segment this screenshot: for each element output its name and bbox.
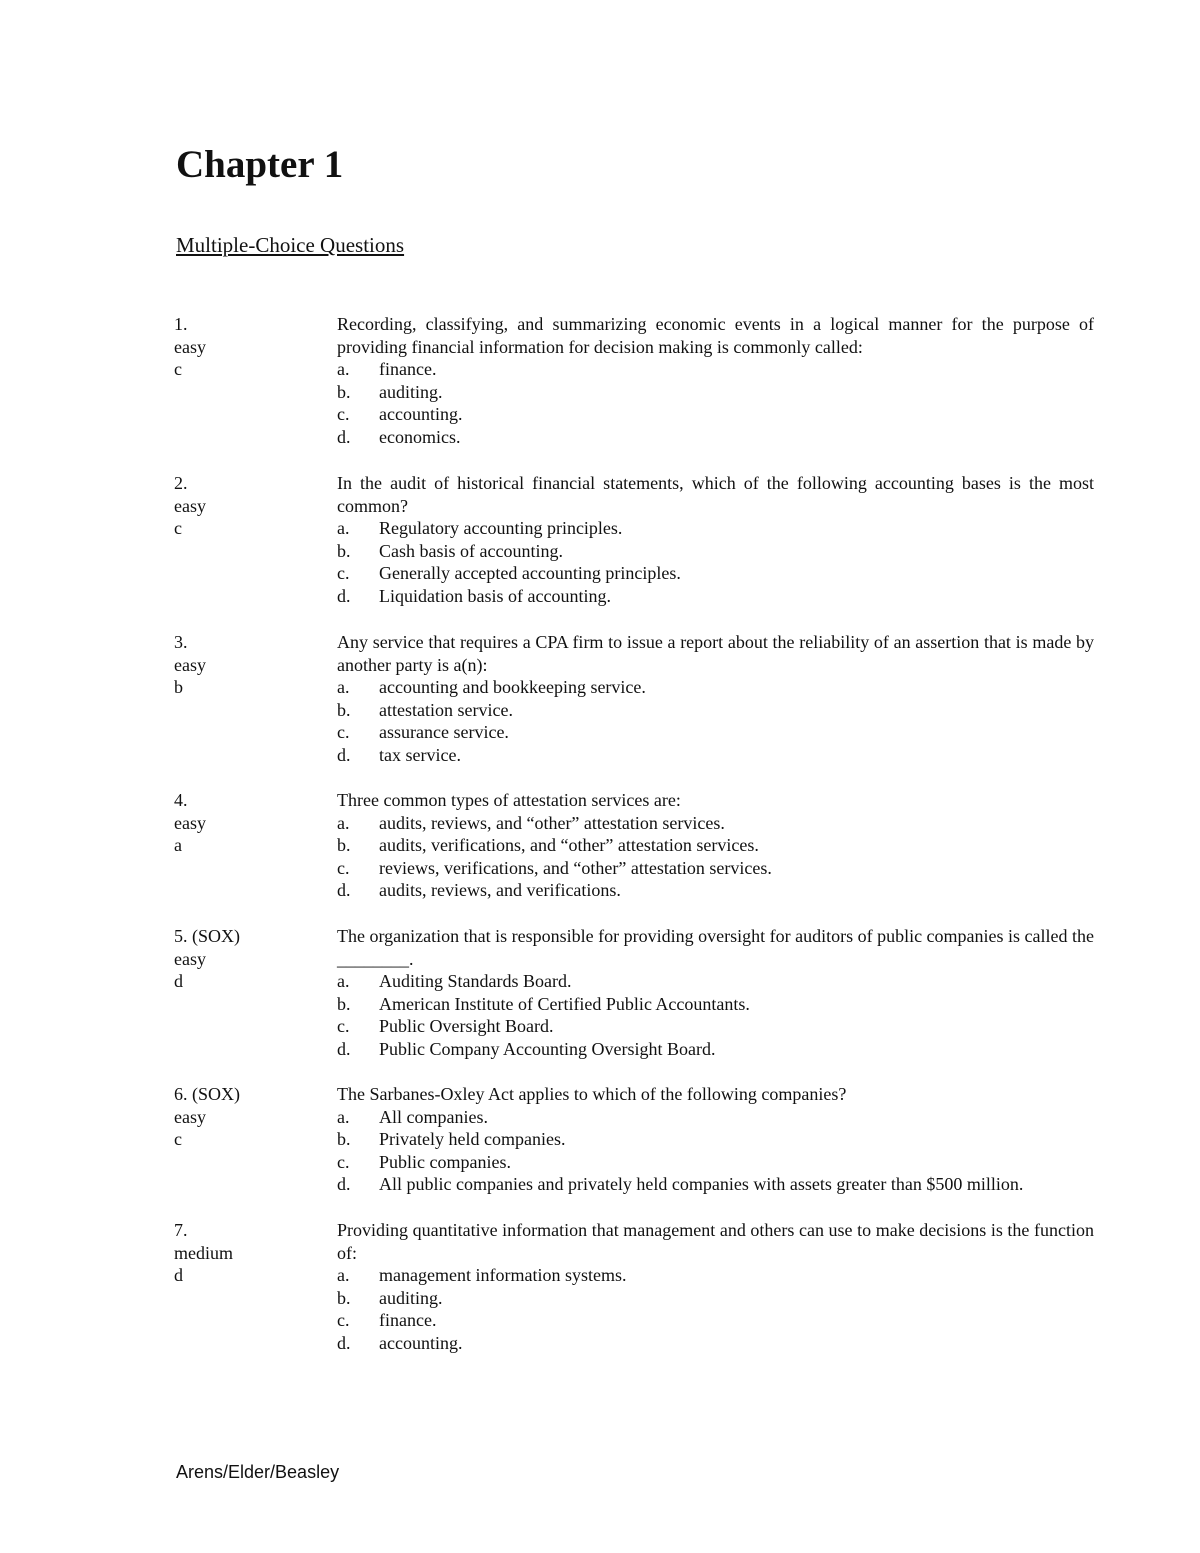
question-meta bbox=[174, 631, 334, 699]
question-stem: In the audit of historical financial statements, which of the following accounting bases is the most common? bbox=[337, 473, 1094, 516]
question-difficulty: easy bbox=[174, 948, 206, 969]
question-answer: b bbox=[174, 677, 183, 698]
option-c bbox=[337, 1015, 1094, 1038]
option-b bbox=[337, 1287, 1094, 1310]
option-c bbox=[337, 1151, 1094, 1174]
option-letter: b. bbox=[337, 835, 351, 856]
option-letter: d. bbox=[337, 426, 351, 447]
option-d bbox=[337, 744, 1094, 767]
question-difficulty: easy bbox=[174, 654, 206, 675]
chapter-title: Chapter 1 bbox=[176, 143, 344, 186]
option-d bbox=[337, 585, 1094, 608]
question-body bbox=[337, 313, 1094, 449]
question-number: 4. bbox=[174, 790, 188, 810]
option-text: attestation service. bbox=[379, 699, 513, 720]
option-d bbox=[337, 1038, 1094, 1061]
question-stem: Any service that requires a CPA firm to issue a report about the reliability of an assertion that is made by another party is a(n): bbox=[337, 632, 1094, 675]
option-c bbox=[337, 403, 1094, 426]
option-text: Cash basis of accounting. bbox=[379, 540, 563, 561]
option-text: Auditing Standards Board. bbox=[379, 971, 572, 992]
option-d bbox=[337, 1332, 1094, 1355]
option-letter: c. bbox=[337, 1310, 350, 1331]
option-c bbox=[337, 857, 1094, 880]
question-3 bbox=[174, 631, 1094, 767]
question-4 bbox=[174, 789, 1094, 902]
question-body bbox=[337, 1219, 1094, 1355]
question-difficulty: medium bbox=[174, 1242, 233, 1263]
question-number: 2. bbox=[174, 473, 188, 493]
option-text: Generally accepted accounting principles. bbox=[379, 563, 681, 584]
question-body bbox=[337, 631, 1094, 767]
option-a bbox=[337, 970, 1094, 993]
option-text: Liquidation basis of accounting. bbox=[379, 585, 611, 606]
question-answer: c bbox=[174, 359, 182, 380]
question-difficulty: easy bbox=[174, 495, 206, 516]
option-letter: b. bbox=[337, 993, 351, 1014]
option-letter: d. bbox=[337, 1174, 351, 1195]
question-answer: a bbox=[174, 835, 182, 856]
option-text: accounting. bbox=[379, 404, 463, 425]
option-text: audits, reviews, and verifications. bbox=[379, 880, 621, 901]
option-letter: a. bbox=[337, 1265, 350, 1286]
question-body bbox=[337, 925, 1094, 1061]
question-answer: d bbox=[174, 1265, 183, 1286]
option-letter: c. bbox=[337, 404, 350, 425]
section-heading: Multiple-Choice Questions bbox=[176, 233, 405, 257]
option-letter: c. bbox=[337, 722, 350, 743]
option-text: accounting. bbox=[379, 1332, 463, 1353]
option-text: tax service. bbox=[379, 744, 461, 765]
option-b bbox=[337, 540, 1094, 563]
question-meta bbox=[174, 1219, 334, 1287]
option-a bbox=[337, 1106, 1094, 1129]
option-text: finance. bbox=[379, 1310, 437, 1331]
question-difficulty: easy bbox=[174, 812, 206, 833]
question-stem: Providing quantitative information that management and others can use to make decisions is the function of: bbox=[337, 1220, 1094, 1263]
question-stem: The organization that is responsible for providing oversight for auditors of public companies is called the ________. bbox=[337, 926, 1094, 969]
question-answer: c bbox=[174, 518, 182, 539]
option-b bbox=[337, 699, 1094, 722]
question-stem: Recording, classifying, and summarizing economic events in a logical manner for the purpose of providing financial information for decision making is commonly called: bbox=[337, 314, 1094, 357]
option-letter: d. bbox=[337, 1332, 351, 1353]
option-letter: c. bbox=[337, 857, 350, 878]
option-letter: c. bbox=[337, 1151, 350, 1172]
option-text: auditing. bbox=[379, 1287, 443, 1308]
question-number: 1. bbox=[174, 314, 188, 334]
option-letter: b. bbox=[337, 540, 351, 561]
option-letter: d. bbox=[337, 744, 351, 765]
option-letter: b. bbox=[337, 1129, 351, 1150]
option-a bbox=[337, 358, 1094, 381]
option-letter: a. bbox=[337, 677, 350, 698]
option-text: management information systems. bbox=[379, 1265, 627, 1286]
question-body bbox=[337, 472, 1094, 608]
question-answer: d bbox=[174, 971, 183, 992]
option-c bbox=[337, 562, 1094, 585]
option-a bbox=[337, 1264, 1094, 1287]
option-text: finance. bbox=[379, 359, 437, 380]
option-text: Public Company Accounting Oversight Board. bbox=[379, 1038, 716, 1059]
question-5 bbox=[174, 925, 1094, 1061]
option-text: audits, reviews, and “other” attestation services. bbox=[379, 812, 725, 833]
question-6 bbox=[174, 1083, 1094, 1196]
option-b bbox=[337, 993, 1094, 1016]
option-letter: d. bbox=[337, 1038, 351, 1059]
question-body bbox=[337, 789, 1094, 902]
question-2 bbox=[174, 472, 1094, 608]
option-a bbox=[337, 517, 1094, 540]
option-b bbox=[337, 381, 1094, 404]
question-1 bbox=[174, 313, 1094, 449]
option-d bbox=[337, 426, 1094, 449]
option-letter: b. bbox=[337, 1287, 351, 1308]
option-b bbox=[337, 834, 1094, 857]
option-letter: d. bbox=[337, 880, 351, 901]
option-b bbox=[337, 1128, 1094, 1151]
page-footer: Arens/Elder/Beasley bbox=[176, 1462, 340, 1482]
option-text: accounting and bookkeeping service. bbox=[379, 677, 646, 698]
option-text: Public Oversight Board. bbox=[379, 1016, 554, 1037]
option-letter: a. bbox=[337, 812, 350, 833]
option-letter: b. bbox=[337, 381, 351, 402]
question-body bbox=[337, 1083, 1094, 1196]
option-letter: c. bbox=[337, 1016, 350, 1037]
question-meta bbox=[174, 789, 334, 857]
question-meta bbox=[174, 313, 334, 381]
option-text: All companies. bbox=[379, 1106, 488, 1127]
question-difficulty: easy bbox=[174, 1106, 206, 1127]
question-number: 3. bbox=[174, 632, 188, 652]
question-meta bbox=[174, 925, 334, 993]
option-c bbox=[337, 721, 1094, 744]
question-stem: Three common types of attestation services are: bbox=[337, 790, 681, 810]
option-a bbox=[337, 812, 1094, 835]
option-text: Regulatory accounting principles. bbox=[379, 518, 623, 539]
question-stem: The Sarbanes-Oxley Act applies to which of the following companies? bbox=[337, 1084, 847, 1104]
option-d bbox=[337, 879, 1094, 902]
question-meta bbox=[174, 1083, 334, 1151]
option-letter: c. bbox=[337, 563, 350, 584]
option-letter: d. bbox=[337, 585, 351, 606]
option-text: auditing. bbox=[379, 381, 443, 402]
option-text: American Institute of Certified Public Accountants. bbox=[379, 993, 750, 1014]
option-text: assurance service. bbox=[379, 722, 509, 743]
option-a bbox=[337, 676, 1094, 699]
question-difficulty: easy bbox=[174, 336, 206, 357]
question-number: 6. (SOX) bbox=[174, 1084, 240, 1104]
question-number: 5. (SOX) bbox=[174, 926, 240, 946]
option-text: economics. bbox=[379, 426, 461, 447]
option-text: audits, verifications, and “other” attestation services. bbox=[379, 835, 759, 856]
option-letter: b. bbox=[337, 699, 351, 720]
question-answer: c bbox=[174, 1129, 182, 1150]
question-meta bbox=[174, 472, 334, 540]
question-7 bbox=[174, 1219, 1094, 1355]
option-d bbox=[337, 1173, 1094, 1196]
option-text: Privately held companies. bbox=[379, 1129, 566, 1150]
option-letter: a. bbox=[337, 971, 350, 992]
question-number: 7. bbox=[174, 1220, 188, 1240]
option-letter: a. bbox=[337, 359, 350, 380]
option-text: Public companies. bbox=[379, 1151, 511, 1172]
option-letter: a. bbox=[337, 518, 350, 539]
option-text: All public companies and privately held companies with assets greater than $500 million. bbox=[379, 1174, 1024, 1195]
option-text: reviews, verifications, and “other” attestation services. bbox=[379, 857, 772, 878]
option-c bbox=[337, 1309, 1094, 1332]
option-letter: a. bbox=[337, 1106, 350, 1127]
